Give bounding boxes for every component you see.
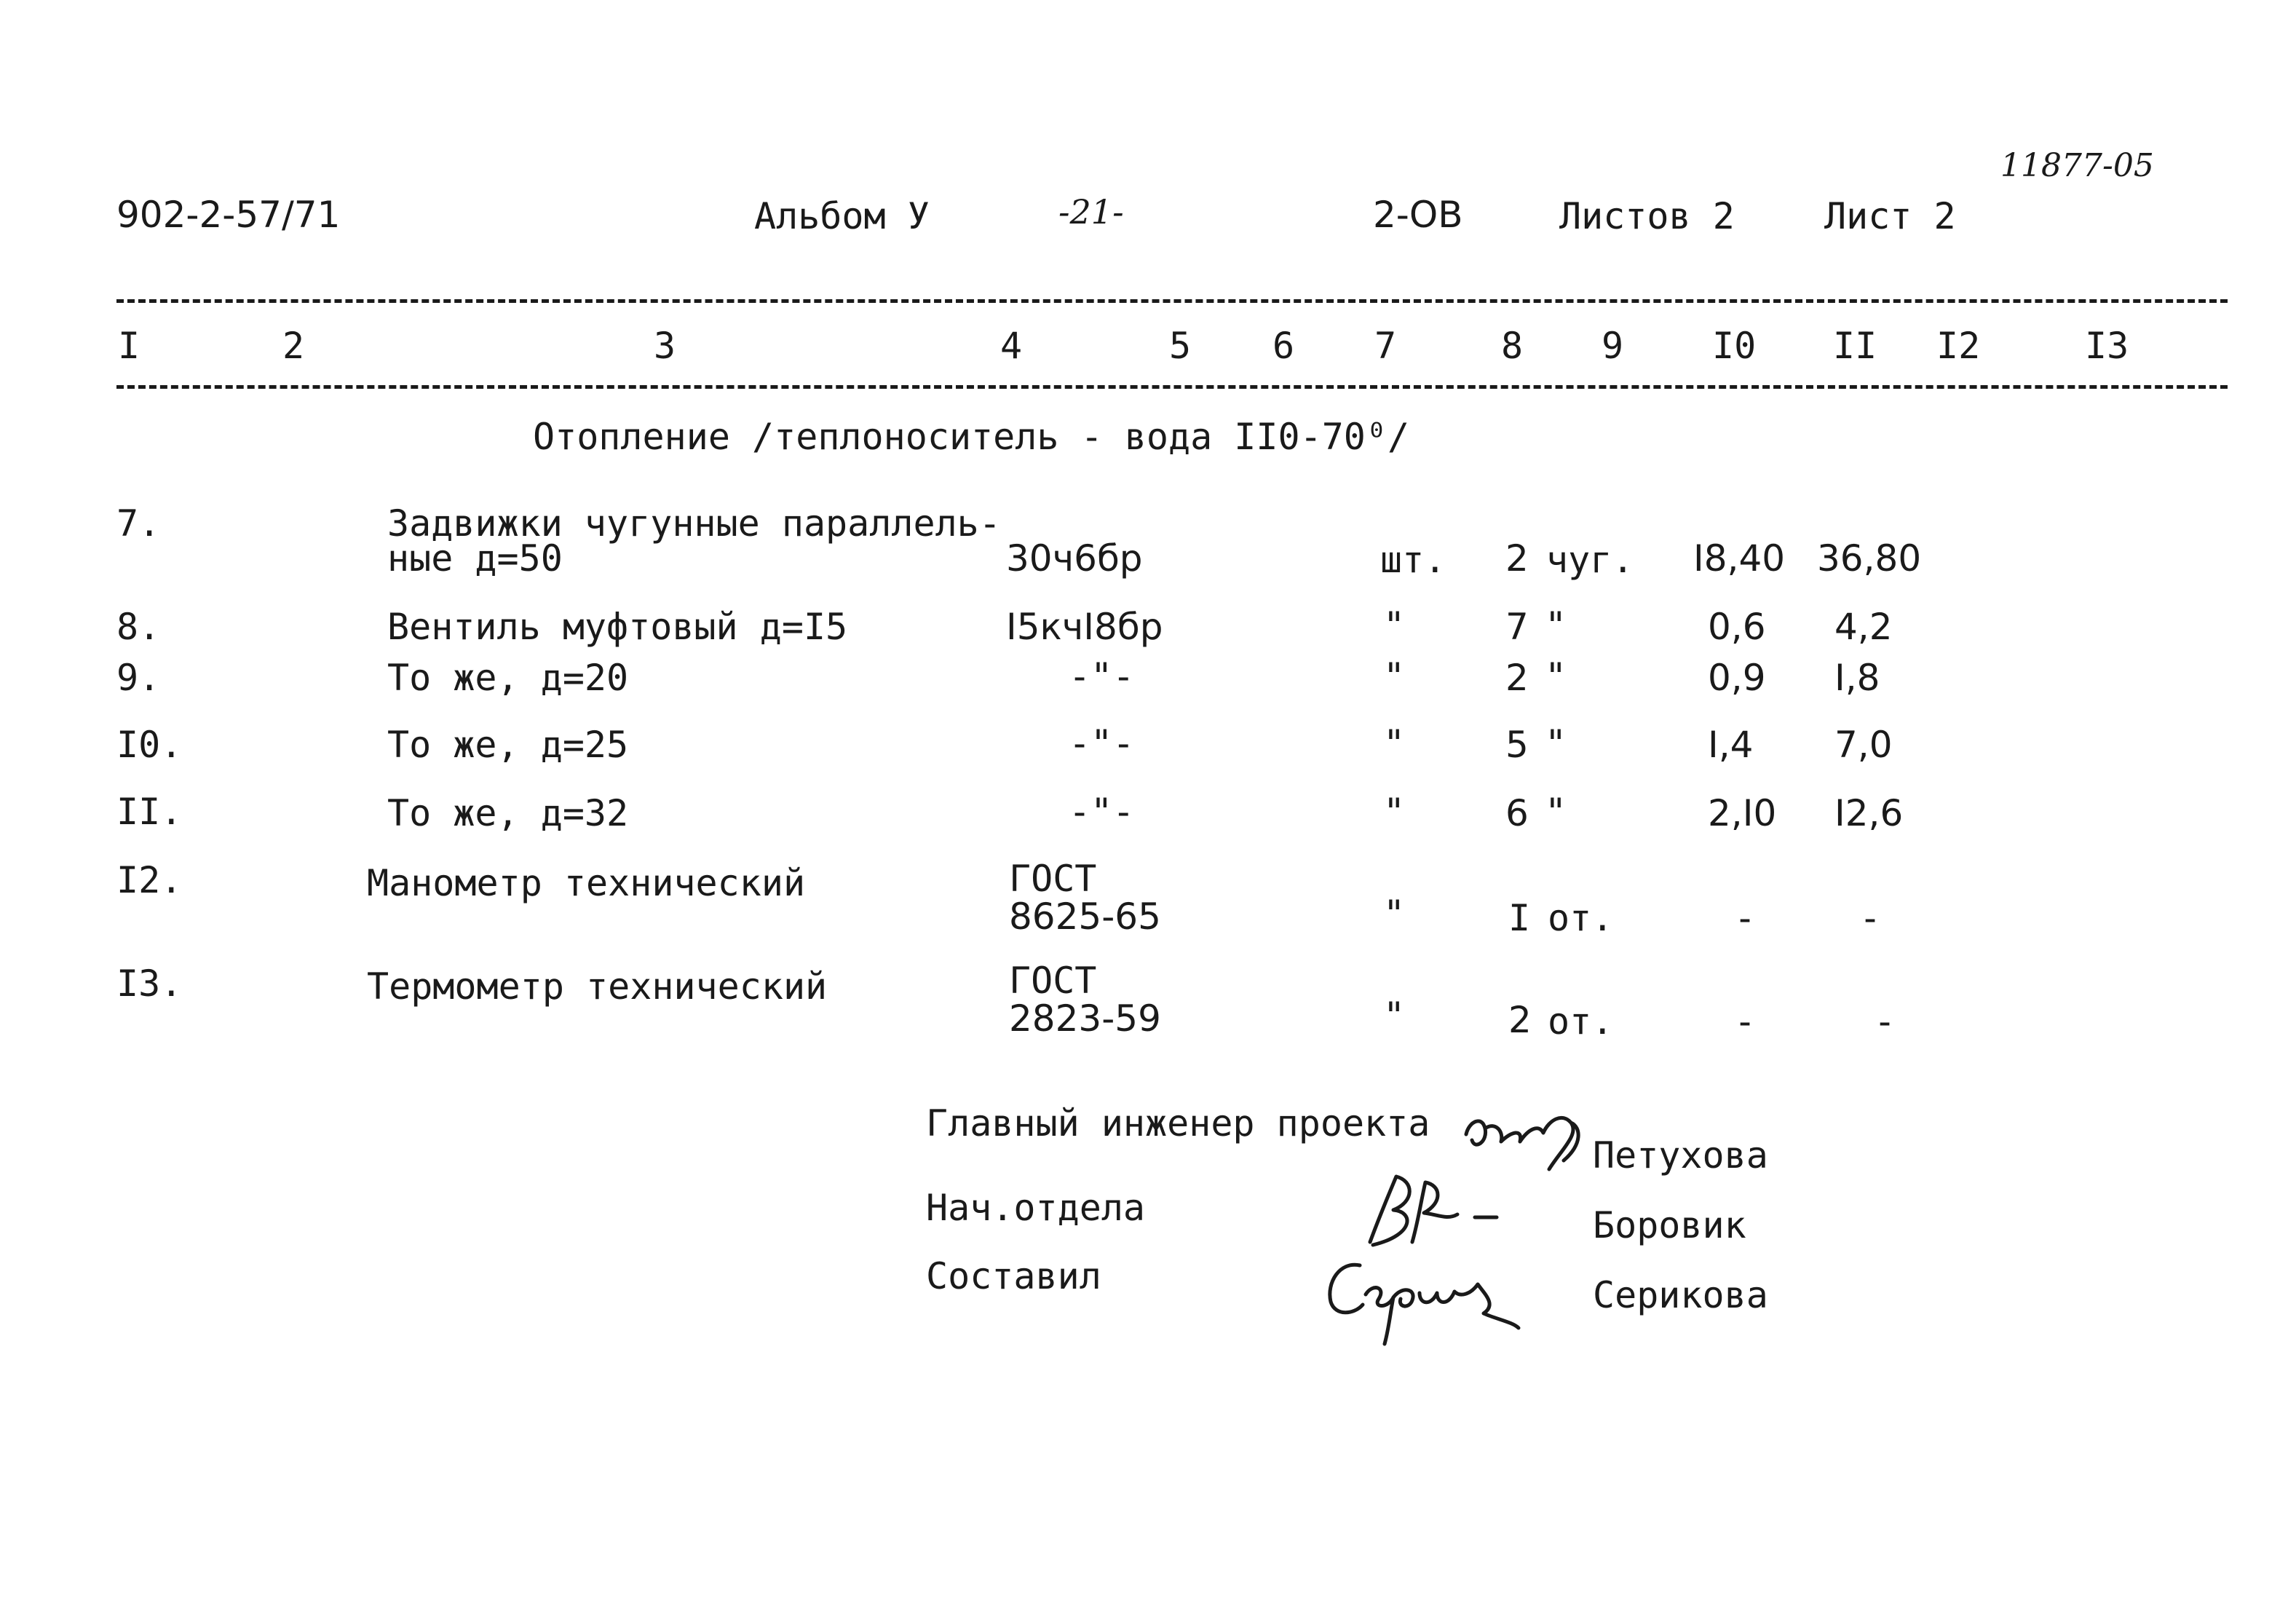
item-unit: " (1383, 604, 1406, 647)
item-unit: " (1383, 995, 1406, 1037)
col-num-7: 7 (1374, 325, 1397, 367)
item-qty: I (1508, 897, 1531, 939)
item-standard-number: 8625-65 (1009, 896, 1161, 938)
item-qty: 2 (1508, 999, 1532, 1041)
item-mark: -"- (1069, 655, 1135, 697)
item-unit: " (1383, 893, 1406, 935)
item-total-mass: 7,0 (1834, 724, 1893, 766)
item-unit-mass: - (1734, 1000, 1757, 1043)
item-total-mass: 4,2 (1834, 606, 1893, 648)
item-unit-mass: - (1734, 897, 1757, 939)
header-rule-top (116, 299, 2228, 303)
signer-name: Петухова (1593, 1134, 1768, 1177)
item-name: То же, д=32 (387, 792, 629, 834)
col-num-12: I2 (1936, 325, 1981, 367)
item-qty: 2 (1505, 537, 1529, 580)
signer-role: Нач.отдела (926, 1187, 1146, 1229)
col-num-8: 8 (1501, 325, 1524, 367)
item-standard: ГОСТ (1009, 960, 1097, 1002)
item-standard: ГОСТ (1009, 858, 1097, 900)
item-name: Вентиль муфтовый д=I5 (387, 606, 848, 648)
item-qty-unit: " (1545, 604, 1567, 647)
item-qty: 5 (1505, 724, 1529, 766)
item-name: То же, д=25 (387, 724, 629, 766)
item-name: Манометр технический (367, 862, 806, 904)
row-number: I2. (116, 859, 183, 901)
item-name-cont: ные д=50 (387, 537, 563, 580)
item-qty-unit: чуг. (1546, 539, 1634, 581)
item-unit-mass: 2,I0 (1708, 792, 1777, 834)
archive-number: 11877-05 (2000, 147, 2154, 184)
item-standard-number: 2823-59 (1009, 997, 1161, 1040)
col-num-2: 2 (282, 325, 305, 367)
item-mark: -"- (1069, 722, 1135, 764)
col-num-1: I (118, 325, 140, 367)
col-num-5: 5 (1169, 325, 1192, 367)
row-number: 8. (116, 606, 161, 648)
item-qty-unit: от. (1548, 897, 1614, 939)
item-name: То же, д=20 (387, 657, 629, 699)
col-num-11: II (1833, 325, 1877, 367)
item-total-mass: I2,6 (1834, 792, 1904, 834)
row-number: 7. (116, 502, 161, 545)
item-unit: " (1383, 722, 1406, 764)
signer-name: Боровик (1593, 1204, 1746, 1246)
item-name: Термометр технический (367, 965, 828, 1008)
item-qty: 2 (1505, 657, 1529, 699)
item-qty-unit: " (1545, 791, 1567, 833)
col-num-3: 3 (654, 325, 676, 367)
col-num-9: 9 (1602, 325, 1624, 367)
col-num-10: I0 (1712, 325, 1757, 367)
item-total-mass: 36,80 (1817, 537, 1922, 580)
item-mark: -"- (1069, 791, 1135, 833)
signature-serikova (1318, 1246, 1529, 1348)
item-qty-unit: " (1545, 722, 1567, 764)
item-qty: 7 (1505, 606, 1529, 648)
row-number: I0. (116, 724, 183, 766)
item-name: Задвижки чугунные параллель- (387, 502, 1001, 545)
col-num-6: 6 (1272, 325, 1295, 367)
item-mark: I5кчI8бр (1006, 606, 1163, 648)
item-total-mass: - (1859, 897, 1882, 939)
item-unit: шт. (1380, 539, 1446, 581)
row-number: I3. (116, 962, 183, 1005)
row-number: II. (116, 791, 183, 833)
item-unit-mass: I,4 (1708, 724, 1754, 766)
item-qty-unit: от. (1548, 1000, 1614, 1043)
signer-role: Составил (926, 1255, 1101, 1297)
item-unit: " (1383, 655, 1406, 697)
item-unit-mass: 0,9 (1708, 657, 1766, 699)
signer-name: Серикова (1593, 1274, 1768, 1316)
item-unit: " (1383, 791, 1406, 833)
row-number: 9. (116, 657, 161, 699)
item-unit-mass: I8,40 (1693, 537, 1786, 580)
col-num-13: I3 (2085, 325, 2129, 367)
sheet-number: Лист 2 (1824, 195, 1956, 237)
col-num-4: 4 (1000, 325, 1023, 367)
document-code: 902-2-57/71 (116, 194, 341, 236)
page-mark: -21- (1058, 192, 1124, 232)
item-total-mass: - (1874, 1000, 1896, 1043)
sheets-total: Листов 2 (1559, 195, 1735, 237)
item-qty: 6 (1505, 792, 1529, 834)
item-total-mass: I,8 (1834, 657, 1880, 699)
signer-role: Главный инженер проекта (926, 1102, 1430, 1144)
item-unit-mass: 0,6 (1708, 606, 1766, 648)
item-qty-unit: " (1545, 655, 1567, 697)
album-label: Альбом У (754, 195, 930, 237)
header-rule-bottom (116, 385, 2228, 389)
sheet-code: 2-ОВ (1373, 194, 1463, 236)
item-mark: 30ч6бр (1006, 537, 1143, 580)
section-title: Отопление /теплоноситель - вода II0-70⁰/ (533, 416, 1410, 458)
